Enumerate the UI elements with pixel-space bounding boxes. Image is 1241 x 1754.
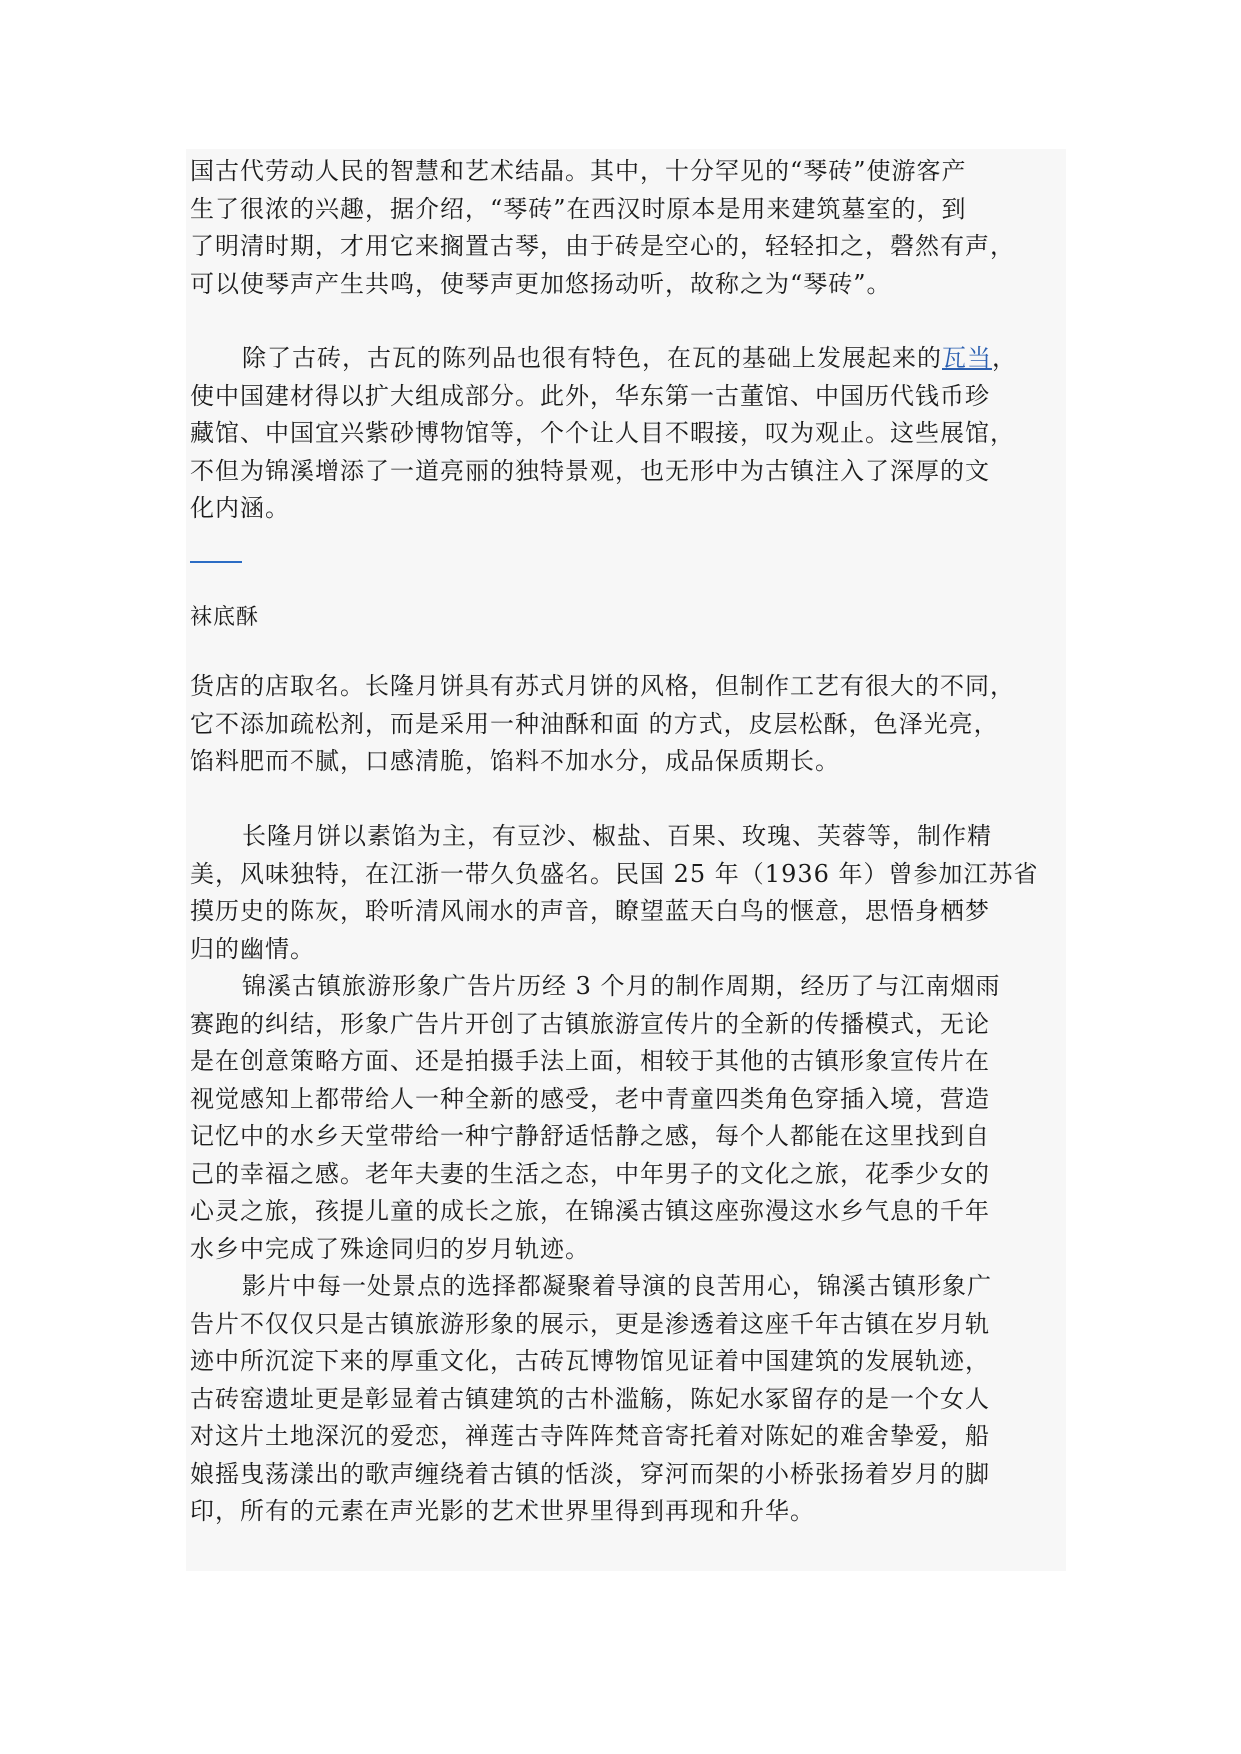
wadang-link[interactable]: 瓦当	[942, 344, 992, 372]
text-line: 印，所有的元素在声光影的艺术世界里得到再现和升华。	[190, 1497, 815, 1525]
paragraph-film-scenes	[190, 1268, 1062, 1531]
text-fragment: ，	[992, 344, 1017, 372]
text-line: 生了很浓的兴趣，据介绍，“琴砖”在西汉时原本是用来建筑墓室的，到	[190, 194, 967, 223]
text-line: 对这片土地深沉的爱恋，禅莲古寺阵阵梵音寄托着对陈妃的难舍挚爱，船	[190, 1422, 990, 1450]
text-line: 视觉感知上都带给人一种全新的感受，老中青童四类角色穿插入境，营造	[190, 1084, 990, 1113]
text-line: 藏馆、中国宜兴紫砂博物馆等，个个让人目不暇接，叹为观止。这些展馆，	[190, 419, 1015, 447]
text-line	[190, 340, 1062, 378]
text-line: 美，风味独特，在江浙一带久负盛名。民国 25 年（1936 年）曾参加江苏省	[190, 859, 1039, 888]
text-line: 长隆月饼以素馅为主，有豆沙、椒盐、百果、玫瑰、芙蓉等，制作精	[242, 822, 992, 850]
paragraph-qin-brick	[190, 153, 1062, 303]
text-line: 化内涵。	[190, 494, 290, 522]
paragraph-ancient-tiles	[190, 340, 1062, 528]
text-line: 己的幸福之感。老年夫妻的生活之态，中年男子的文化之旅，花季少女的	[190, 1159, 990, 1188]
text-line: 告片不仅仅只是古镇旅游形象的展示，更是渗透着这座千年古镇在岁月轨	[190, 1309, 990, 1338]
text-line: 了明清时期，才用它来搁置古琴，由于砖是空心的，轻轻扣之，磬然有声，	[190, 232, 1015, 260]
text-line: 古砖窑遗址更是彰显着古镇建筑的古朴滥觞，陈妃水冢留存的是一个女人	[190, 1384, 990, 1413]
text-line: 货店的店取名。长隆月饼具有苏式月饼的风格，但制作工艺有很大的不同，	[190, 672, 1015, 700]
text-line: 国古代劳动人民的智慧和艺术结晶。其中，十分罕见的“琴砖”使游客产	[190, 157, 967, 185]
text-line: 赛跑的纠结，形象广告片开创了古镇旅游宣传片的全新的传播模式，无论	[190, 1009, 990, 1038]
text-line: 摸历史的陈灰，聆听清风闹水的声音，瞭望蓝天白鸟的惬意，思悟身栖梦	[190, 897, 990, 925]
text-line: 影片中每一处景点的选择都凝聚着导演的良苦用心，锦溪古镇形象广	[242, 1272, 992, 1300]
text-line: 记忆中的水乡天堂带给一种宁静舒适恬静之感，每个人都能在这里找到自	[190, 1122, 990, 1150]
section-divider	[190, 561, 242, 563]
paragraph-mooncake-craft	[190, 668, 1062, 781]
text-line: 可以使琴声产生共鸣，使琴声更加悠扬动听，故称之为“琴砖”。	[190, 269, 892, 298]
text-fragment: 除了古砖，古瓦的陈列品也很有特色，在瓦的基础上发展起来的	[242, 344, 942, 372]
text-line: 不但为锦溪增添了一道亮丽的独特景观，也无形中为古镇注入了深厚的文	[190, 456, 990, 485]
text-line: 迹中所沉淀下来的厚重文化，古砖瓦博物馆见证着中国建筑的发展轨迹，	[190, 1347, 990, 1375]
text-line: 水乡中完成了殊途同归的岁月轨迹。	[190, 1234, 590, 1263]
paragraph-mooncake-fillings	[190, 818, 1062, 968]
text-line: 心灵之旅，孩提儿童的成长之旅，在锦溪古镇这座弥漫这水乡气息的千年	[190, 1197, 990, 1225]
section-heading: 袜底酥	[190, 605, 260, 630]
text-line: 使中国建材得以扩大组成部分。此外，华东第一古董馆、中国历代钱币珍	[190, 381, 990, 410]
text-line: 是在创意策略方面、还是拍摄手法上面，相较于其他的古镇形象宣传片在	[190, 1047, 990, 1075]
paragraph-promo-film	[190, 968, 1062, 1268]
text-line: 馅料肥而不腻，口感清脆，馅料不加水分，成品保质期长。	[190, 747, 840, 775]
text-line: 归的幽情。	[190, 934, 315, 963]
text-line: 锦溪古镇旅游形象广告片历经 3 个月的制作周期，经历了与江南烟雨	[242, 972, 1001, 1000]
text-line: 娘摇曳荡漾出的歌声缠绕着古镇的恬淡，穿河而架的小桥张扬着岁月的脚	[190, 1459, 990, 1488]
text-line: 它不添加疏松剂，而是采用一种油酥和面 的方式，皮层松酥，色泽光亮，	[190, 709, 999, 738]
